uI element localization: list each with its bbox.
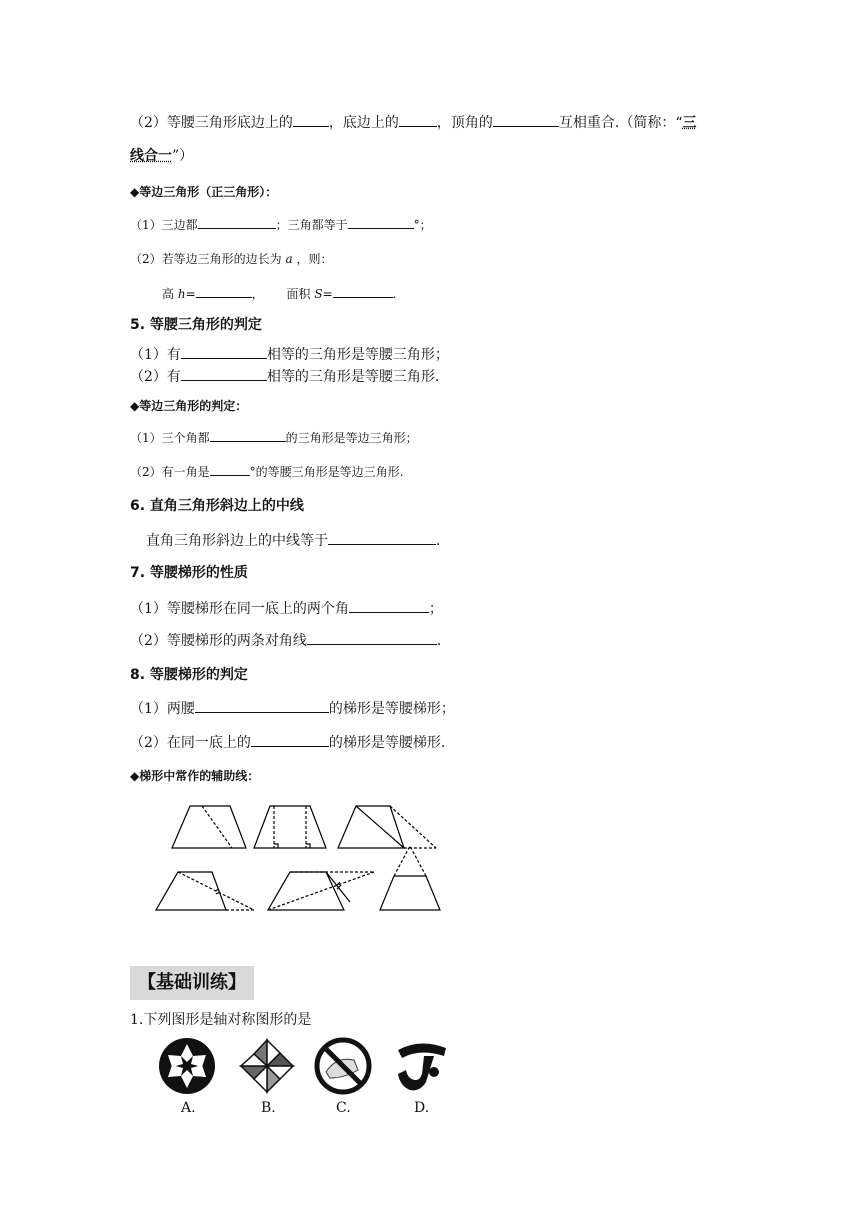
equilateral-formula — [162, 284, 396, 304]
blank — [251, 732, 329, 747]
text: °的等腰三角形是等边三角形. — [249, 465, 404, 479]
option-a-image — [156, 1036, 218, 1096]
text: . — [436, 533, 441, 549]
text: 面积 — [286, 287, 315, 301]
emphasis-text: 三 — [682, 115, 697, 131]
emphasis-text: 线合一 — [130, 148, 172, 164]
text: （1）有 — [130, 347, 181, 363]
section-7-item-2 — [130, 630, 441, 651]
equilateral-prop-1 — [130, 215, 432, 235]
blank — [328, 530, 436, 545]
blank — [181, 366, 267, 381]
section-8-heading: 8. 等腰梯形的判定 — [130, 667, 248, 683]
blank — [210, 463, 250, 476]
blank — [293, 112, 329, 127]
question-1: 1.下列图形是轴对称图形的是 — [130, 1012, 312, 1028]
equilateral-judge-2 — [130, 462, 403, 482]
section-6-heading: 6. 直角三角形斜边上的中线 — [130, 498, 304, 514]
equilateral-title: ◆等边三角形（正三角形）： — [130, 185, 278, 199]
text: 相等的三角形是等腰三角形； — [266, 347, 449, 363]
text: （1）三边都 — [130, 218, 198, 232]
blank — [181, 344, 267, 359]
blank — [349, 598, 429, 613]
text: （2）等腰梯形的两条对角线 — [130, 633, 307, 649]
section-8-item-1 — [130, 698, 455, 719]
variable: S — [314, 287, 323, 301]
trapezoid-fig-3 — [338, 806, 436, 848]
blank — [333, 285, 393, 298]
text: 的梯形是等腰梯形； — [328, 701, 455, 717]
blank — [399, 112, 437, 127]
blank — [348, 216, 414, 229]
text: 高 — [162, 287, 178, 301]
equilateral-judge-title: ◆等边三角形的判定： — [130, 399, 248, 413]
blank — [307, 630, 437, 645]
text: （2）有 — [130, 369, 181, 385]
variable: h — [177, 287, 186, 301]
three-in-one-line-cont — [130, 146, 193, 166]
section-7-item-1 — [130, 598, 443, 619]
section-5-item-2 — [130, 366, 439, 387]
text: °； — [413, 218, 432, 232]
text: ，顶角的 — [436, 115, 493, 131]
option-b-image — [236, 1036, 298, 1096]
text: . — [392, 287, 397, 301]
trapezoid-fig-2 — [254, 806, 326, 848]
option-d-label: D. — [414, 1100, 430, 1116]
trapezoid-fig-1 — [172, 806, 246, 848]
text: 的梯形是等腰梯形. — [328, 735, 446, 751]
blank — [210, 429, 286, 442]
option-c-label: C. — [336, 1100, 351, 1116]
trapezoid-fig-6 — [380, 846, 440, 910]
equilateral-judge-1 — [130, 428, 418, 448]
option-b-label: B. — [261, 1100, 276, 1116]
section-5-heading: 5. 等腰三角形的判定 — [130, 317, 262, 333]
text: ”） — [172, 148, 194, 164]
text: （1）两腰 — [130, 701, 195, 717]
three-in-one-line — [130, 112, 697, 133]
text: = — [185, 287, 196, 301]
trapezoid-fig-4 — [156, 872, 254, 910]
option-a-label: A. — [181, 1100, 196, 1116]
text: = — [322, 287, 333, 301]
text: （2）等腰三角形底边上的 — [130, 115, 293, 131]
text: 相等的三角形是等腰三角形. — [266, 369, 440, 385]
section-badge: 【基础训练】 — [130, 966, 254, 1000]
blank — [493, 112, 559, 127]
variable: a — [285, 252, 293, 266]
trapezoid-aux-figures — [150, 796, 450, 920]
blank — [195, 698, 329, 713]
section-8-item-2 — [130, 732, 445, 753]
text: ；三角都等于 — [275, 218, 348, 232]
option-d-image — [390, 1036, 452, 1096]
equilateral-prop-2 — [130, 249, 332, 269]
text: （2）有一角是 — [130, 465, 210, 479]
text: （1）三个角都 — [130, 431, 210, 445]
text: 互相重合.（简称：“ — [558, 115, 683, 131]
blank — [196, 285, 252, 298]
trapezoid-fig-5 — [268, 872, 374, 910]
section-7-heading: 7. 等腰梯形的性质 — [130, 565, 248, 581]
text: ； — [428, 601, 443, 617]
section-5-item-1 — [130, 344, 449, 365]
text: 直角三角形斜边上的中线等于 — [146, 533, 328, 549]
aux-lines-title: ◆梯形中常作的辅助线： — [130, 769, 260, 783]
text: 的三角形是等边三角形； — [285, 431, 418, 445]
text: ，底边上的 — [328, 115, 399, 131]
text: （2）在同一底上的 — [130, 735, 251, 751]
blank — [198, 216, 276, 229]
text: . — [436, 633, 442, 649]
section-6-item — [146, 530, 440, 551]
text: （2）若等边三角形的边长为 — [130, 252, 282, 266]
option-c-image — [312, 1036, 374, 1096]
text: ， — [251, 287, 264, 301]
text: （1）等腰梯形在同一底上的两个角 — [130, 601, 349, 617]
text: ，则： — [296, 252, 333, 266]
